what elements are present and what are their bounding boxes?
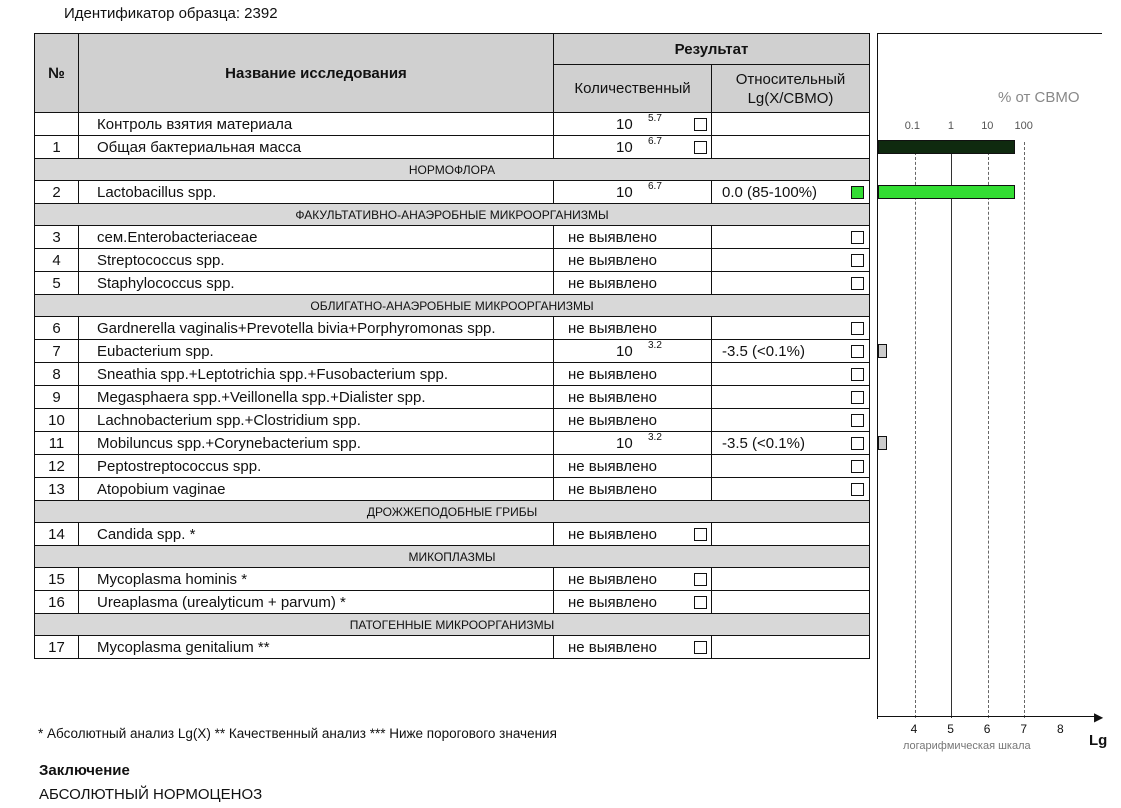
quant-exponent: 3.2 bbox=[648, 432, 662, 443]
results-table bbox=[34, 33, 870, 659]
chart-bar bbox=[878, 185, 1015, 199]
quant-base: 10 bbox=[616, 343, 633, 360]
quant-exponent: 6.7 bbox=[648, 136, 662, 147]
section-row bbox=[35, 614, 870, 636]
quant-cell bbox=[554, 523, 712, 546]
quant-value: не выявлено bbox=[568, 320, 658, 337]
header-rel-line1: Относительный bbox=[735, 70, 846, 88]
quant-cell bbox=[554, 181, 712, 204]
row-number: 8 bbox=[35, 363, 79, 386]
row-number: 16 bbox=[35, 591, 79, 614]
table-row bbox=[35, 432, 870, 455]
quant-cell bbox=[554, 432, 712, 455]
table-row bbox=[35, 636, 870, 659]
quant-value: не выявлено bbox=[568, 275, 658, 292]
section-row bbox=[35, 204, 870, 226]
result-checkbox[interactable] bbox=[851, 231, 864, 244]
quant-value: не выявлено bbox=[568, 571, 658, 588]
test-name: Общая бактериальная масса bbox=[79, 136, 554, 159]
row-number: 9 bbox=[35, 386, 79, 409]
result-checkbox[interactable] bbox=[851, 437, 864, 450]
result-checkbox[interactable] bbox=[694, 596, 707, 609]
table-row bbox=[35, 136, 870, 159]
rel-cell bbox=[712, 432, 870, 455]
section-title: ФАКУЛЬТАТИВНО-АНАЭРОБНЫЕ МИКРООРГАНИЗМЫ bbox=[35, 204, 870, 226]
result-checkbox[interactable] bbox=[694, 573, 707, 586]
result-checkbox[interactable] bbox=[694, 118, 707, 131]
quant-exponent: 5.7 bbox=[648, 113, 662, 124]
rel-cell bbox=[712, 226, 870, 249]
row-number: 12 bbox=[35, 455, 79, 478]
test-name: Staphylococcus spp. bbox=[79, 272, 554, 295]
x-tick-label: 5 bbox=[947, 722, 954, 736]
log-scale-label: логарифмическая шкала bbox=[903, 740, 1031, 752]
table-row bbox=[35, 340, 870, 363]
test-name: Candida spp. * bbox=[79, 523, 554, 546]
result-checkbox[interactable] bbox=[851, 483, 864, 496]
footnote: * Абсолютный анализ Lg(X) ** Качественный анализ *** Ниже порогового значения bbox=[38, 726, 557, 741]
top-tick-label: 1 bbox=[947, 120, 955, 132]
x-tick-label: 7 bbox=[1020, 722, 1028, 736]
top-tick-label: 0.1 bbox=[904, 120, 920, 132]
header-name: Название исследования bbox=[79, 34, 554, 113]
result-checkbox[interactable] bbox=[851, 368, 864, 381]
table-row bbox=[35, 226, 870, 249]
test-name: Ureaplasma (urealyticum + parvum) * bbox=[79, 591, 554, 614]
rel-cell bbox=[712, 317, 870, 340]
row-number: 1 bbox=[35, 136, 79, 159]
result-checkbox[interactable] bbox=[851, 460, 864, 473]
result-checkbox[interactable] bbox=[851, 277, 864, 290]
row-number: 15 bbox=[35, 568, 79, 591]
test-name: Mobiluncus spp.+Corynebacterium spp. bbox=[79, 432, 554, 455]
test-name: Mycoplasma hominis * bbox=[79, 568, 554, 591]
table-row bbox=[35, 363, 870, 386]
header-quant: Количественный bbox=[554, 65, 712, 113]
grid-line bbox=[915, 142, 916, 718]
conclusion-text: АБСОЛЮТНЫЙ НОРМОЦЕНОЗ bbox=[39, 786, 263, 803]
section-title: ПАТОГЕННЫЕ МИКРООРГАНИЗМЫ bbox=[35, 614, 870, 636]
test-name: Sneathia spp.+Leptotrichia spp.+Fusobacterium spp. bbox=[79, 363, 554, 386]
rel-cell bbox=[712, 386, 870, 409]
quant-exponent: 3.2 bbox=[648, 340, 662, 351]
chart-frame bbox=[877, 33, 1102, 719]
top-tick-label: 10 bbox=[981, 120, 994, 132]
x-axis bbox=[877, 716, 1099, 717]
grid-line bbox=[951, 142, 952, 718]
header-num: № bbox=[35, 34, 79, 113]
result-checkbox[interactable] bbox=[694, 641, 707, 654]
rel-cell bbox=[712, 455, 870, 478]
table-row bbox=[35, 113, 870, 136]
quant-value: не выявлено bbox=[568, 389, 658, 406]
row-number: 2 bbox=[35, 181, 79, 204]
rel-cell bbox=[712, 523, 870, 546]
result-checkbox[interactable] bbox=[694, 528, 707, 541]
quant-cell bbox=[554, 591, 712, 614]
test-name: Контроль взятия материала bbox=[79, 113, 554, 136]
quant-value: не выявлено bbox=[568, 526, 658, 543]
quant-cell bbox=[554, 478, 712, 501]
row-number bbox=[35, 113, 79, 136]
result-checkbox[interactable] bbox=[694, 141, 707, 154]
table-row bbox=[35, 478, 870, 501]
rel-value: -3.5 (<0.1%) bbox=[722, 343, 805, 360]
test-name: Peptostreptococcus spp. bbox=[79, 455, 554, 478]
quant-cell bbox=[554, 113, 712, 136]
rel-cell bbox=[712, 136, 870, 159]
sample-id: Идентификатор образца: 2392 bbox=[64, 5, 278, 22]
test-name: Mycoplasma genitalium ** bbox=[79, 636, 554, 659]
quant-value: не выявлено bbox=[568, 481, 658, 498]
quant-cell bbox=[554, 386, 712, 409]
section-row bbox=[35, 501, 870, 523]
quant-base: 10 bbox=[616, 116, 633, 133]
section-title: ДРОЖЖЕПОДОБНЫЕ ГРИБЫ bbox=[35, 501, 870, 523]
quant-value: не выявлено bbox=[568, 594, 658, 611]
row-number: 11 bbox=[35, 432, 79, 455]
quant-value: не выявлено bbox=[568, 639, 658, 656]
quant-base: 10 bbox=[616, 435, 633, 452]
rel-value: -3.5 (<0.1%) bbox=[722, 435, 805, 452]
test-name: Streptococcus spp. bbox=[79, 249, 554, 272]
chart-bar bbox=[878, 140, 1015, 154]
result-checkbox[interactable] bbox=[851, 254, 864, 267]
row-number: 6 bbox=[35, 317, 79, 340]
quant-cell bbox=[554, 568, 712, 591]
row-number: 4 bbox=[35, 249, 79, 272]
test-name: Atopobium vaginae bbox=[79, 478, 554, 501]
section-row bbox=[35, 295, 870, 317]
quant-cell bbox=[554, 409, 712, 432]
test-name: Gardnerella vaginalis+Prevotella bivia+Porphyromonas spp. bbox=[79, 317, 554, 340]
quant-value: не выявлено bbox=[568, 458, 658, 475]
table-row bbox=[35, 455, 870, 478]
x-tick-label: 4 bbox=[910, 722, 918, 736]
table-row bbox=[35, 591, 870, 614]
quant-exponent: 6.7 bbox=[648, 181, 662, 192]
axis-arrow-icon: ▶ bbox=[1094, 710, 1104, 724]
section-title: НОРМОФЛОРА bbox=[35, 159, 870, 181]
table-row bbox=[35, 386, 870, 409]
rel-cell bbox=[712, 340, 870, 363]
table-row bbox=[35, 568, 870, 591]
rel-cell bbox=[712, 636, 870, 659]
table-row bbox=[35, 523, 870, 546]
row-number: 7 bbox=[35, 340, 79, 363]
rel-cell bbox=[712, 568, 870, 591]
quant-cell bbox=[554, 636, 712, 659]
result-checkbox[interactable] bbox=[851, 345, 864, 358]
section-row bbox=[35, 546, 870, 568]
rel-cell bbox=[712, 272, 870, 295]
test-name: Lachnobacterium spp.+Clostridium spp. bbox=[79, 409, 554, 432]
row-number: 14 bbox=[35, 523, 79, 546]
result-checkbox[interactable] bbox=[851, 391, 864, 404]
table-row bbox=[35, 409, 870, 432]
rel-cell bbox=[712, 478, 870, 501]
x-tick-label: 6 bbox=[983, 722, 991, 736]
test-name: Megasphaera spp.+Veillonella spp.+Dialister spp. bbox=[79, 386, 554, 409]
row-number: 5 bbox=[35, 272, 79, 295]
section-title: ОБЛИГАТНО-АНАЭРОБНЫЕ МИКРООРГАНИЗМЫ bbox=[35, 295, 870, 317]
row-number: 17 bbox=[35, 636, 79, 659]
grid-line bbox=[988, 142, 989, 718]
quant-value: не выявлено bbox=[568, 252, 658, 269]
row-number: 13 bbox=[35, 478, 79, 501]
table-row bbox=[35, 181, 870, 204]
quant-cell bbox=[554, 136, 712, 159]
test-name: Eubacterium spp. bbox=[79, 340, 554, 363]
section-title: МИКОПЛАЗМЫ bbox=[35, 546, 870, 568]
section-row bbox=[35, 159, 870, 181]
quant-cell bbox=[554, 455, 712, 478]
rel-value: 0.0 (85-100%) bbox=[722, 184, 818, 201]
quant-value: не выявлено bbox=[568, 412, 658, 429]
rel-cell bbox=[712, 591, 870, 614]
quant-value: не выявлено bbox=[568, 366, 658, 383]
rel-cell bbox=[712, 113, 870, 136]
rel-cell bbox=[712, 363, 870, 386]
quant-cell bbox=[554, 317, 712, 340]
grid-line bbox=[1024, 142, 1025, 718]
row-number: 10 bbox=[35, 409, 79, 432]
result-checkbox[interactable] bbox=[851, 414, 864, 427]
quant-base: 10 bbox=[616, 139, 633, 156]
quant-base: 10 bbox=[616, 184, 633, 201]
quant-cell bbox=[554, 226, 712, 249]
top-tick-label: 100 bbox=[1014, 120, 1033, 132]
quant-cell bbox=[554, 340, 712, 363]
rel-cell bbox=[712, 249, 870, 272]
quant-cell bbox=[554, 363, 712, 386]
rel-cell bbox=[712, 409, 870, 432]
result-checkbox[interactable] bbox=[851, 186, 864, 199]
table-row bbox=[35, 317, 870, 340]
rel-cell bbox=[712, 181, 870, 204]
test-name: сем.Enterobacteriaceae bbox=[79, 226, 554, 249]
header-result: Результат bbox=[554, 34, 870, 65]
conclusion-title: Заключение bbox=[39, 762, 130, 779]
quant-cell bbox=[554, 249, 712, 272]
table-row bbox=[35, 249, 870, 272]
lg-axis-label: Lg bbox=[1089, 732, 1108, 749]
quant-cell bbox=[554, 272, 712, 295]
header-rel bbox=[712, 65, 870, 113]
x-tick-label: 8 bbox=[1057, 722, 1064, 736]
result-checkbox[interactable] bbox=[851, 322, 864, 335]
cmvo-label: % от СВМО bbox=[998, 89, 1080, 106]
header-rel-line2: Lg(X/СВМО) bbox=[747, 89, 834, 107]
quant-value: не выявлено bbox=[568, 229, 658, 246]
chart-bar bbox=[878, 436, 887, 450]
test-name: Lactobacillus spp. bbox=[79, 181, 554, 204]
table-row bbox=[35, 272, 870, 295]
chart-bar bbox=[878, 344, 887, 358]
row-number: 3 bbox=[35, 226, 79, 249]
